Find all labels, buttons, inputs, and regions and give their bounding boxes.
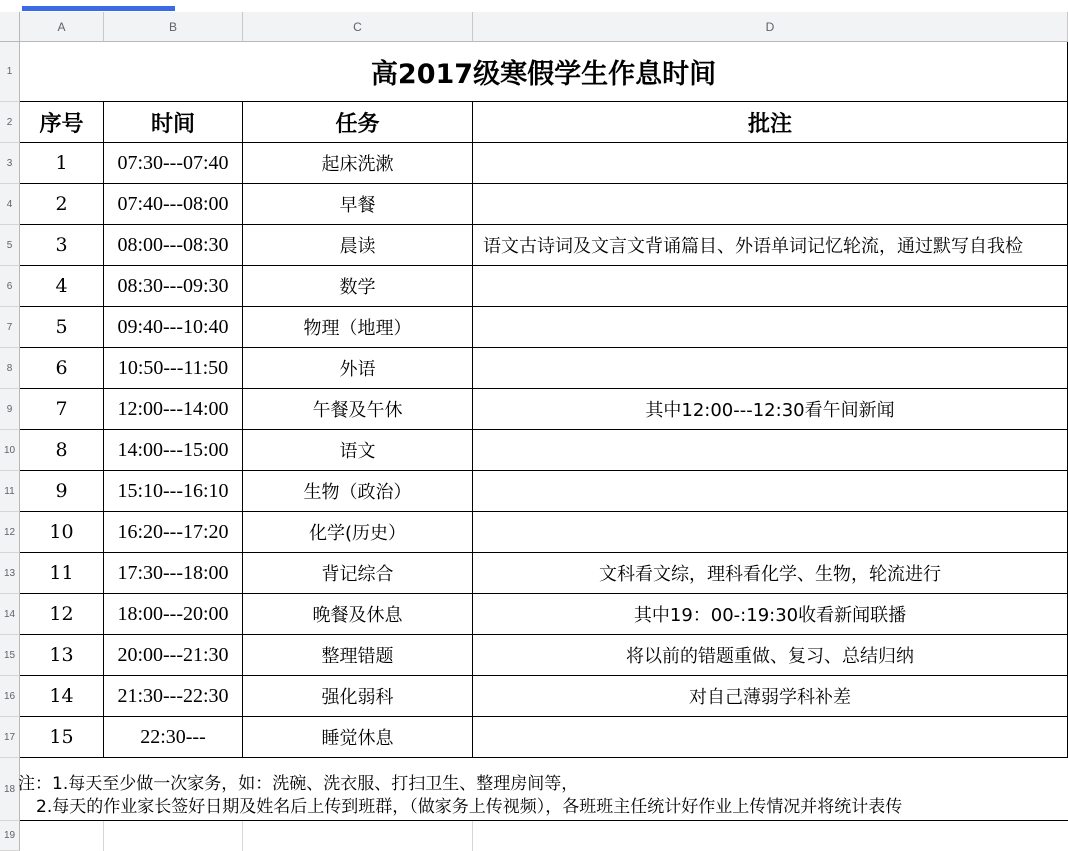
row-header[interactable]: 10 xyxy=(0,430,20,471)
cell-note[interactable]: 将以前的错题重做、复习、总结归纳 xyxy=(473,635,1068,676)
cell-task[interactable]: 整理错题 xyxy=(243,635,473,676)
cell-seq[interactable]: 1 xyxy=(20,143,104,184)
cell-note[interactable]: 对自己薄弱学科补差 xyxy=(473,676,1068,717)
cell-seq[interactable]: 13 xyxy=(20,635,104,676)
select-all-corner[interactable] xyxy=(0,12,20,42)
cell-task[interactable]: 睡觉休息 xyxy=(243,717,473,758)
gridline xyxy=(242,821,243,851)
cell-task[interactable]: 晚餐及休息 xyxy=(243,594,473,635)
row-header[interactable]: 2 xyxy=(0,102,20,143)
cell-time[interactable]: 22:30--- xyxy=(104,717,243,758)
title-cell[interactable]: 高2017级寒假学生作息时间 xyxy=(20,42,1068,102)
cell-seq[interactable]: 15 xyxy=(20,717,104,758)
cell-time[interactable]: 20:00---21:30 xyxy=(104,635,243,676)
cell-task[interactable]: 物理（地理） xyxy=(243,307,473,348)
row-header[interactable]: 4 xyxy=(0,184,20,225)
cell-time[interactable]: 14:00---15:00 xyxy=(104,430,243,471)
row-header[interactable]: 16 xyxy=(0,676,20,717)
header-note[interactable]: 批注 xyxy=(473,102,1068,143)
gridline xyxy=(103,821,104,851)
cell-time[interactable]: 16:20---17:20 xyxy=(104,512,243,553)
cell-task[interactable]: 外语 xyxy=(243,348,473,389)
row-header[interactable]: 19 xyxy=(0,821,20,851)
column-header-d[interactable]: D xyxy=(473,12,1068,42)
cell-note[interactable] xyxy=(473,471,1068,512)
cell-task[interactable]: 化学(历史） xyxy=(243,512,473,553)
selection-indicator xyxy=(22,6,175,11)
cell-note[interactable]: 其中19：00-:19:30收看新闻联播 xyxy=(473,594,1068,635)
cell-seq[interactable]: 8 xyxy=(20,430,104,471)
cell-seq[interactable]: 14 xyxy=(20,676,104,717)
cell-task[interactable]: 晨读 xyxy=(243,225,473,266)
cell-note[interactable] xyxy=(473,717,1068,758)
row-header[interactable]: 5 xyxy=(0,225,20,266)
cell-note[interactable]: 其中12:00---12:30看午间新闻 xyxy=(473,389,1068,430)
cell-note[interactable] xyxy=(473,430,1068,471)
row-header[interactable]: 6 xyxy=(0,266,20,307)
column-header-c[interactable]: C xyxy=(243,12,473,42)
row-header[interactable]: 15 xyxy=(0,635,20,676)
column-header-b[interactable]: B xyxy=(104,12,243,42)
cell-seq[interactable]: 5 xyxy=(20,307,104,348)
cell-note[interactable]: 文科看文综，理科看化学、生物，轮流进行 xyxy=(473,553,1068,594)
cell-seq[interactable]: 7 xyxy=(20,389,104,430)
row-header[interactable]: 11 xyxy=(0,471,20,512)
header-task[interactable]: 任务 xyxy=(243,102,473,143)
header-time[interactable]: 时间 xyxy=(104,102,243,143)
column-header-a[interactable]: A xyxy=(20,12,104,42)
cell-task[interactable]: 语文 xyxy=(243,430,473,471)
row-header[interactable]: 14 xyxy=(0,594,20,635)
cell-note[interactable] xyxy=(473,184,1068,225)
footnote-line-2: 2.每天的作业家长签好日期及姓名后上传到班群，（做家务上传视频），各班班主任统计好作业上传情况并将统计表传 xyxy=(36,797,903,817)
row-header[interactable]: 1 xyxy=(0,42,20,102)
row-header[interactable]: 7 xyxy=(0,307,20,348)
row-header[interactable]: 8 xyxy=(0,348,20,389)
cell-seq[interactable]: 3 xyxy=(20,225,104,266)
cell-seq[interactable]: 2 xyxy=(20,184,104,225)
cell-time[interactable]: 15:10---16:10 xyxy=(104,471,243,512)
cell-time[interactable]: 09:40---10:40 xyxy=(104,307,243,348)
cell-task[interactable]: 起床洗漱 xyxy=(243,143,473,184)
cell-seq[interactable]: 6 xyxy=(20,348,104,389)
cell-task[interactable]: 数学 xyxy=(243,266,473,307)
cell-time[interactable]: 21:30---22:30 xyxy=(104,676,243,717)
cell-seq[interactable]: 12 xyxy=(20,594,104,635)
cell-time[interactable]: 10:50---11:50 xyxy=(104,348,243,389)
cell-task[interactable]: 午餐及午休 xyxy=(243,389,473,430)
row-header[interactable]: 18 xyxy=(0,758,20,821)
header-seq[interactable]: 序号 xyxy=(20,102,104,143)
cell-note[interactable]: 语文古诗词及文言文背诵篇目、外语单词记忆轮流，通过默写自我检 xyxy=(473,225,1068,266)
row-header[interactable]: 12 xyxy=(0,512,20,553)
cell-seq[interactable]: 11 xyxy=(20,553,104,594)
cell-task[interactable]: 早餐 xyxy=(243,184,473,225)
cell-seq[interactable]: 9 xyxy=(20,471,104,512)
cell-task[interactable]: 强化弱科 xyxy=(243,676,473,717)
cell-task[interactable]: 生物（政治） xyxy=(243,471,473,512)
cell-time[interactable]: 18:00---20:00 xyxy=(104,594,243,635)
cell-task[interactable]: 背记综合 xyxy=(243,553,473,594)
cell-time[interactable]: 12:00---14:00 xyxy=(104,389,243,430)
row-header[interactable]: 13 xyxy=(0,553,20,594)
cell-note[interactable] xyxy=(473,348,1068,389)
cell-seq[interactable]: 10 xyxy=(20,512,104,553)
cell-note[interactable] xyxy=(473,143,1068,184)
row-header[interactable]: 17 xyxy=(0,717,20,758)
cell-time[interactable]: 08:30---09:30 xyxy=(104,266,243,307)
cell-note[interactable] xyxy=(473,512,1068,553)
cell-time[interactable]: 08:00---08:30 xyxy=(104,225,243,266)
cell-time[interactable]: 07:40---08:00 xyxy=(104,184,243,225)
gridline xyxy=(472,821,473,851)
cell-time[interactable]: 17:30---18:00 xyxy=(104,553,243,594)
cell-seq[interactable]: 4 xyxy=(20,266,104,307)
cell-time[interactable]: 07:30---07:40 xyxy=(104,143,243,184)
cell-note[interactable] xyxy=(473,307,1068,348)
row-header[interactable]: 9 xyxy=(0,389,20,430)
cell-note[interactable] xyxy=(473,266,1068,307)
footnote-line-1: 注：1.每天至少做一次家务，如：洗碗、洗衣服、打扫卫生、整理房间等， xyxy=(18,774,579,794)
row-header[interactable]: 3 xyxy=(0,143,20,184)
